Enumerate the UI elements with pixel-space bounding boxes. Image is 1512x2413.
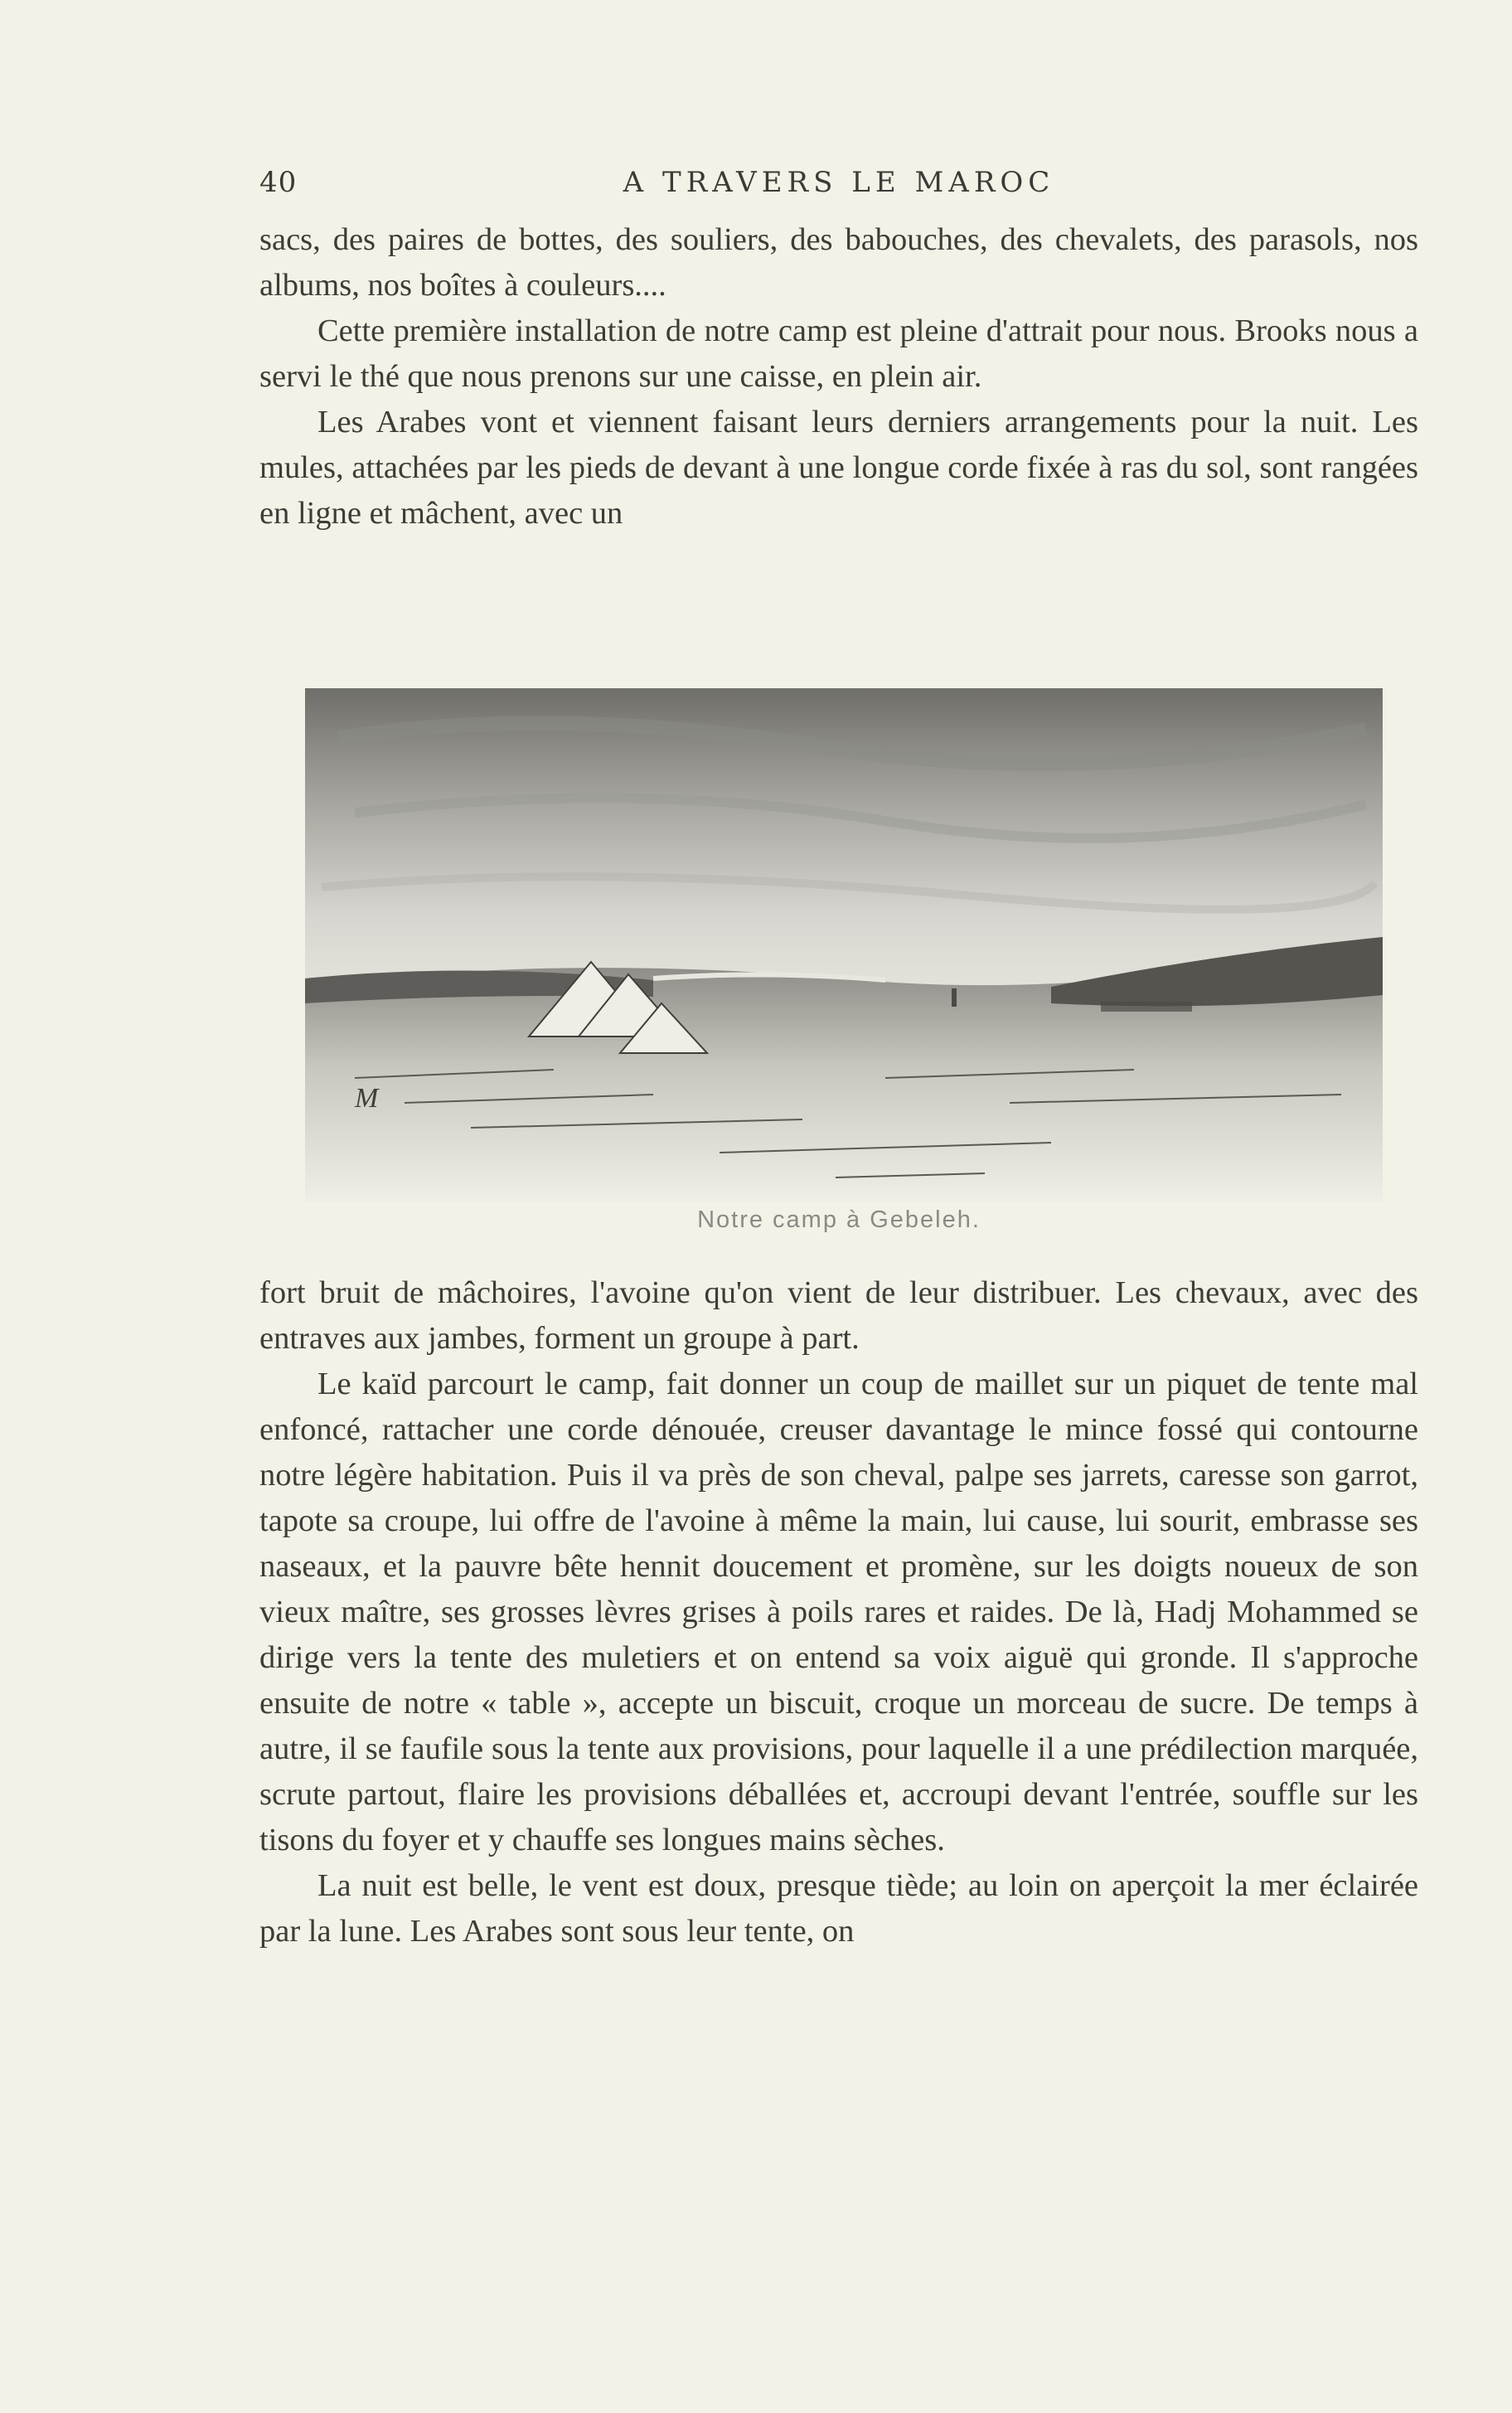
paragraph: La nuit est belle, le vent est doux, presque tiède; au loin on aperçoit la mer éclairée par la lune. Les Arabes sont sous leur tente, on — [259, 1868, 1418, 1949]
engraving-image — [305, 688, 1383, 1202]
paragraph: fort bruit de mâchoires, l'avoine qu'on vient de leur distribuer. Les chevaux, avec des entraves aux jambes, forment un groupe à part. — [259, 1275, 1418, 1356]
paragraph: Les Arabes vont et viennent faisant leurs derniers arrangements pour la nuit. Les mules, attachées par les pieds de devant à une longue corde fixée à ras du sol, sont rangées en ligne et mâchent, avec un — [259, 405, 1418, 531]
text-block-top — [259, 217, 1418, 536]
running-title: A TRAVERS LE MAROC — [623, 166, 1055, 199]
svg-text:M: M — [355, 1083, 379, 1114]
page-number: 40 — [259, 166, 298, 199]
paragraph: Cette première installation de notre camp est pleine d'attrait pour nous. Brooks nous a servi le thé que nous prenons sur une caisse, en plein air. — [259, 313, 1418, 394]
text-block-bottom — [259, 1270, 1418, 1954]
paragraph: Le kaïd parcourt le camp, fait donner un coup de maillet sur un piquet de tente mal enfoncé, rattacher une corde dénouée, creuser davantage le mince fossé qui contourne notre légère habitation. Puis il va près de son cheval, palpe ses jarrets, caresse son garrot, tapote sa croupe, lui offre de l'avoine à même la main, lui cause, lui sourit, embrasse ses naseaux, et la pauvre bête hennit doucement et promène, sur les doigts noueux de son vieux maître, ses grosses lèvres grises à poils rares et raides. De là, Hadj Mohammed se dirige vers la tente des muletiers et on entend sa voix aiguë qui gronde. Il s'approche ensuite de notre « table », accepte un biscuit, croque un morceau de sucre. De temps à autre, il se faufile sous la tente aux provisions, pour laquelle il a une prédilection marquée, scrute partout, flaire les provisions déballées et, accroupi devant l'entrée, souffle sur les tisons du foyer et y chauffe ses longues mains sèches. — [259, 1367, 1418, 1857]
illustration-camp — [305, 688, 1383, 1202]
figure-caption: Notre camp à Gebeleh. — [697, 1206, 981, 1233]
page-header — [259, 166, 1418, 207]
paragraph: sacs, des paires de bottes, des souliers, des babouches, des chevalets, des parasols, nos albums, nos boîtes à couleurs.... — [259, 222, 1418, 303]
